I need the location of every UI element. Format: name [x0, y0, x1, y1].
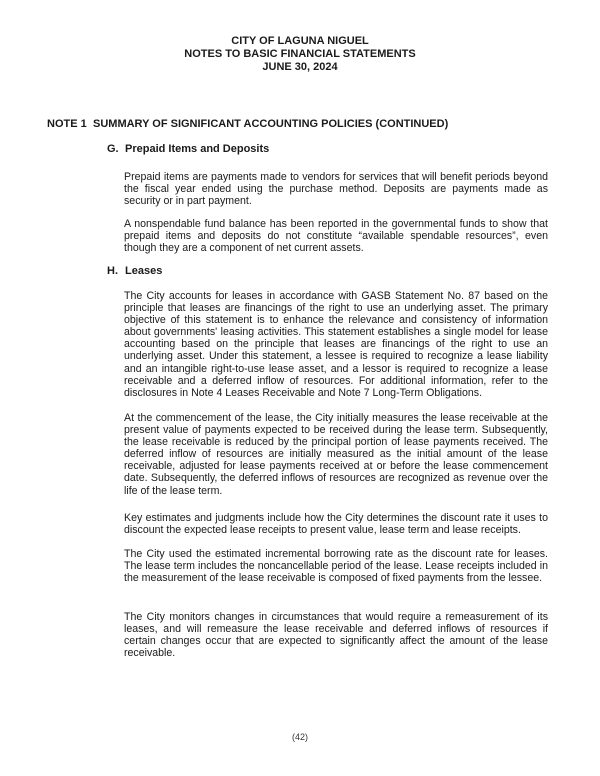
- paragraph: The City accounts for leases in accordance with GASB Statement No. 87 based on the principle that leases are financings of the right to use an underlying asset. The primary objective of this statement is to enhance the relevance and consistency of information about governments' leasing activities. This statement establishes a single model for lease accounting based on the principle that leases are financings of the right to use an underlying asset. Under this statement, a lessee is required to recognize a lease liability and an intangible right-to-use lease asset, and a lessor is required to recognize a lease receivable and a deferred inflow of resources. For additional information, refer to the disclosures in Note 4 Leases Receivable and Note 7 Long-Term Obligations.: [124, 290, 548, 399]
- document-date: JUNE 30, 2024: [262, 61, 338, 73]
- note-title: SUMMARY OF SIGNIFICANT ACCOUNTING POLICIES (CONTINUED): [93, 118, 449, 130]
- page-number: (42): [291, 732, 308, 742]
- note-number: NOTE 1: [47, 118, 87, 130]
- paragraph: Key estimates and judgments include how the City determines the discount rate it uses to discount the expected lease receipts to present value, lease term and lease receipts.: [124, 512, 548, 537]
- paragraph: The City used the estimated incremental borrowing rate as the discount rate for leases. The lease term includes the noncancellable period of the lease. Lease receipts included in the measurement of the lease receivable is composed of fixed payments from the lessee.: [124, 548, 548, 585]
- paragraph: The City monitors changes in circumstances that would require a remeasurement of its leases, and will remeasure the lease receivable and deferred inflows of resources if certain changes occur that are expected to significantly affect the amount of the lease receivable.: [124, 611, 548, 660]
- paragraph: A nonspendable fund balance has been reported in the governmental funds to show that prepaid items and deposits do not constitute “available spendable resources”, even though they are a component of net current assets.: [124, 218, 548, 255]
- section-letter: G.: [107, 143, 119, 155]
- paragraph: At the commencement of the lease, the City initially measures the lease receivable at the present value of payments expected to be received during the lease term. Subsequently, the lease receivable is reduced by the principal portion of lease payments received. The deferred inflow of resources are initially measured as the initial amount of the lease receivable, adjusted for lease payments received at or before the lease commencement date. Subsequently, the deferred inflows of resources are recognized as revenue over the life of the lease term.: [124, 412, 548, 497]
- section-title: Leases: [125, 265, 163, 277]
- entity-name: CITY OF LAGUNA NIGUEL: [231, 35, 369, 47]
- section-letter: H.: [107, 265, 118, 277]
- document-header: [0, 35, 600, 74]
- note-heading: [47, 118, 448, 131]
- section-title: Prepaid Items and Deposits: [125, 143, 270, 155]
- section-h-heading: [107, 265, 162, 278]
- paragraph: Prepaid items are payments made to vendors for services that will benefit periods beyond the fiscal year ended using the purchase method. Deposits are payments made as security or in part payment.: [124, 171, 548, 208]
- document-title: NOTES TO BASIC FINANCIAL STATEMENTS: [184, 48, 416, 60]
- section-g-heading: [107, 143, 269, 156]
